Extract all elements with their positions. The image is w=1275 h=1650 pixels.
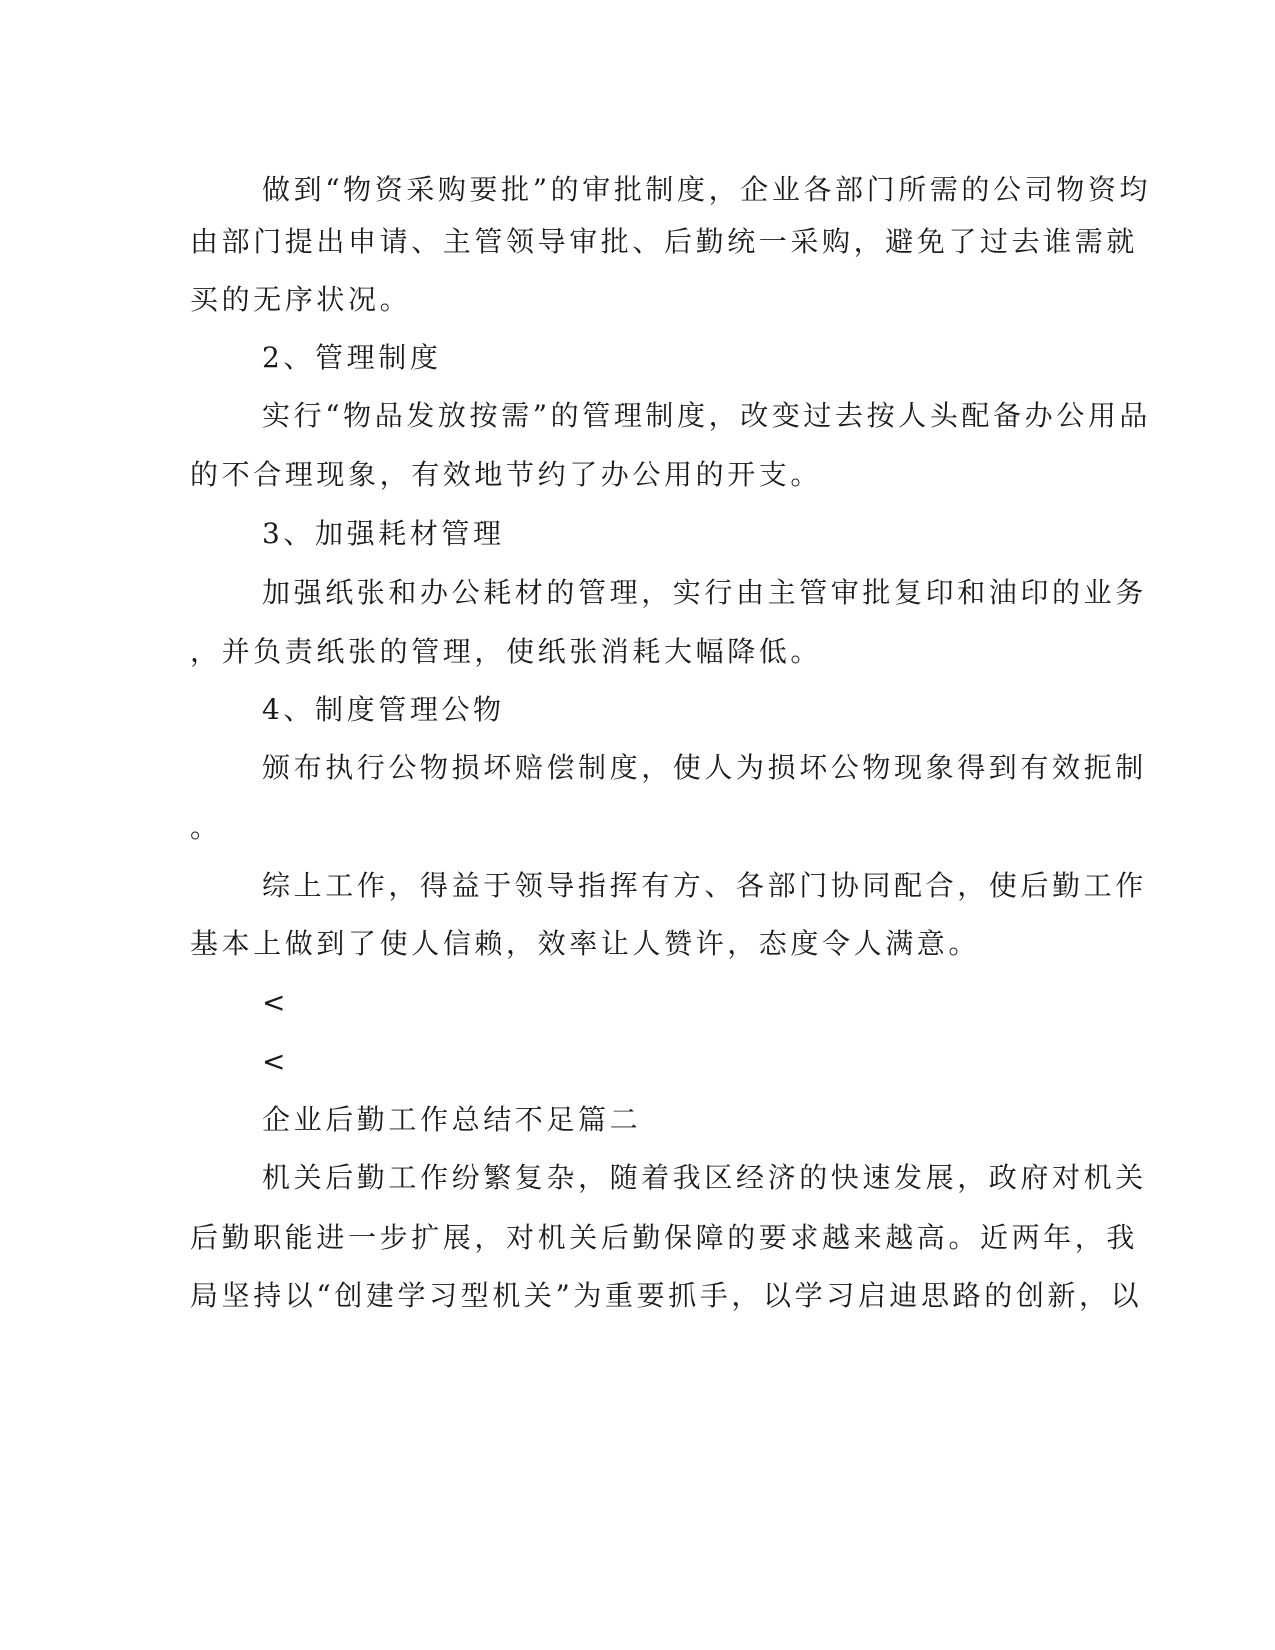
text-line: 由部门提出申请、主管领导审批、后勤统一采购，避免了过去谁需就 bbox=[190, 225, 1139, 258]
text-line: < bbox=[262, 986, 290, 1019]
text-line: 综上工作，得益于领导指挥有方、各部门协同配合，使后勤工作 bbox=[262, 869, 1147, 902]
text-line: 基本上做到了使人信赖，效率让人赞许，态度令人满意。 bbox=[190, 927, 981, 960]
text-line: 实行“物品发放按需”的管理制度，改变过去按人头配备办公用品 bbox=[262, 399, 1152, 432]
text-line: 加强纸张和办公耗材的管理，实行由主管审批复印和油印的业务 bbox=[262, 576, 1147, 609]
section-title: 企业后勤工作总结不足篇二 bbox=[262, 1103, 642, 1136]
text-line: 做到“物资采购要批”的审批制度，企业各部门所需的公司物资均 bbox=[262, 173, 1152, 206]
text-line: 的不合理现象，有效地节约了办公用的开支。 bbox=[190, 458, 823, 491]
text-line: 颁布执行公物损坏赔偿制度，使人为损坏公物现象得到有效扼制 bbox=[262, 751, 1147, 784]
text-line: < bbox=[262, 1045, 290, 1078]
text-line: 。 bbox=[190, 811, 222, 844]
section-heading: 4、制度管理公物 bbox=[262, 693, 505, 726]
text-line: ，并负责纸张的管理，使纸张消耗大幅降低。 bbox=[190, 635, 823, 668]
text-line: 机关后勤工作纷繁复杂，随着我区经济的快速发展，政府对机关 bbox=[262, 1161, 1147, 1194]
text-line: 局坚持以“创建学习型机关”为重要抓手，以学习启迪思路的创新，以 bbox=[190, 1279, 1143, 1312]
section-heading: 3、加强耗材管理 bbox=[262, 517, 505, 550]
text-line: 后勤职能进一步扩展，对机关后勤保障的要求越来越高。近两年，我 bbox=[190, 1221, 1139, 1254]
text-line: 买的无序状况。 bbox=[190, 283, 412, 316]
section-heading: 2、管理制度 bbox=[262, 341, 442, 374]
